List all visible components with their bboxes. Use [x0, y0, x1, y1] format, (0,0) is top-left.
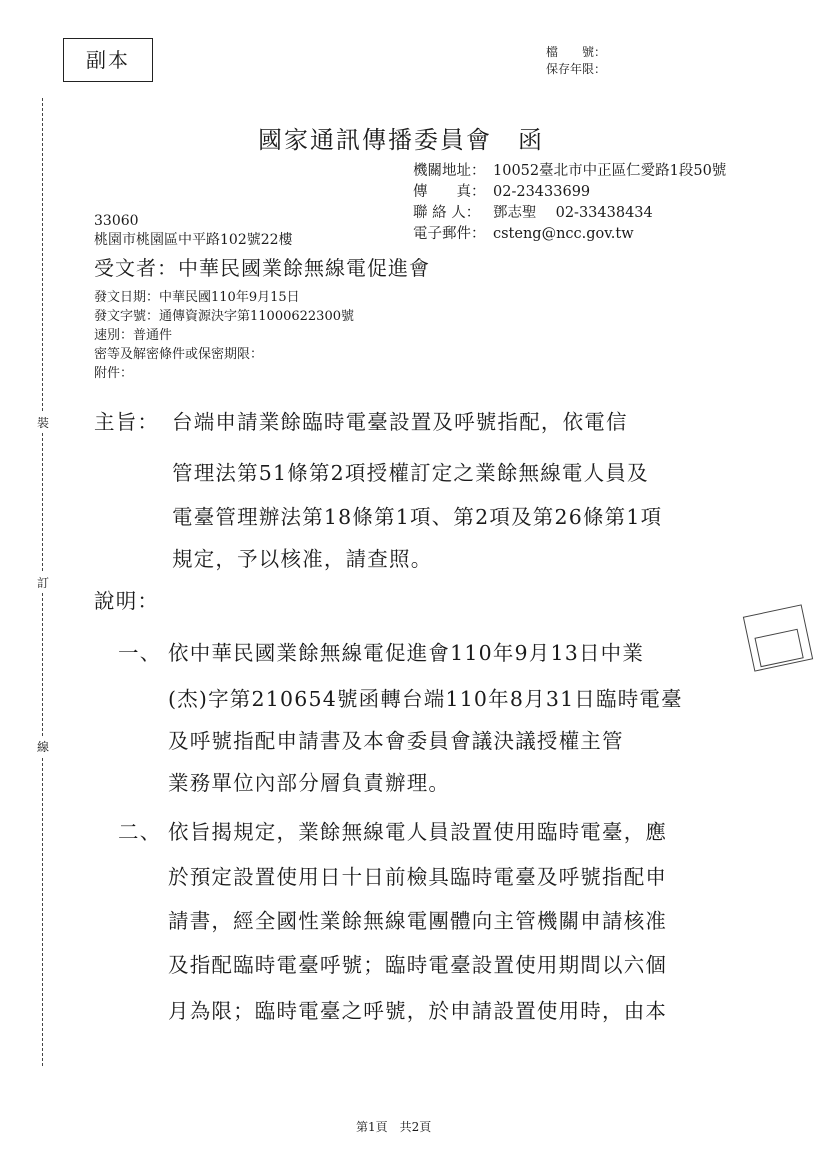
subject-line: 管理法第51條第2項授權訂定之業餘無線電人員及 — [172, 461, 649, 485]
item-line: 業務單位內部分層負責辦理。 — [168, 771, 451, 795]
explanation-label: 說明： — [94, 589, 160, 613]
binding-mark: 裝 — [36, 412, 50, 433]
org-email-label: 電子郵件： — [413, 226, 486, 242]
doc-speed: 速別：普通件 — [94, 328, 173, 343]
org-address-label: 機關地址： — [413, 163, 486, 179]
subject-line: 台端申請業餘臨時電臺設置及呼號指配，依電信 — [172, 410, 628, 434]
document-title: 國家通訊傳播委員會 函 — [258, 126, 544, 154]
item-marker: 一、 — [118, 641, 162, 665]
item-line: 依旨揭規定，業餘無線電人員設置使用臨時電臺，應 — [168, 820, 668, 844]
copy-stamp: 副本 — [63, 38, 153, 82]
binding-mark: 線 — [36, 736, 50, 757]
org-contact-label: 聯 絡 人： — [413, 205, 481, 221]
org-email-value: csteng@ncc.gov.tw — [493, 226, 634, 242]
doc-date: 發文日期：中華民國110年9月15日 — [94, 290, 300, 305]
item-line: 於預定設置使用日十日前檢具臨時電臺及呼號指配申 — [168, 865, 668, 889]
seal-inner-box — [754, 629, 803, 667]
org-contact-value: 鄧志聖 02-33438434 — [493, 205, 653, 221]
org-address-row — [413, 161, 726, 182]
org-address-value: 10052臺北市中正區仁愛路1段50號 — [493, 163, 727, 179]
org-fax-row — [413, 182, 726, 203]
doc-attachments: 附件： — [94, 366, 134, 381]
doc-meta — [94, 288, 354, 383]
org-fax-value: 02-23433699 — [493, 184, 591, 200]
page-footer: 第1頁 共2頁 — [356, 1120, 432, 1134]
org-contact-row — [413, 203, 726, 224]
subject-line: 規定，予以核准，請查照。 — [172, 547, 433, 571]
item-line: (杰)字第210654號函轉台端110年8月31日臨時電臺 — [168, 687, 683, 711]
item-line: 依中華民國業餘無線電促進會110年9月13日中業 — [168, 641, 645, 665]
item-line: 月為限；臨時電臺之呼號，於申請設置使用時，由本 — [168, 999, 668, 1023]
subject-line: 電臺管理辦法第18條第1項、第2項及第26條第1項 — [172, 505, 663, 529]
item-line: 請書，經全國性業餘無線電團體向主管機關申請核准 — [168, 909, 668, 933]
recipient-address: 桃園市桃園區中平路102號22樓 — [94, 232, 293, 248]
org-info — [413, 161, 726, 245]
binding-mark: 訂 — [36, 572, 50, 593]
org-fax-label: 傳 真： — [413, 184, 486, 200]
retention-label: 保存年限： — [546, 62, 607, 76]
recipient-postcode: 33060 — [94, 213, 139, 229]
item-marker: 二、 — [118, 820, 162, 844]
official-seal — [743, 604, 813, 671]
org-email-row — [413, 224, 726, 245]
subject-label: 主旨： — [94, 410, 160, 434]
recipient: 受文者：中華民國業餘無線電促進會 — [94, 256, 430, 280]
doc-number: 發文字號：通傳資源決字第11000622300號 — [94, 309, 354, 324]
item-line: 及呼號指配申請書及本會委員會議決議授權主管 — [168, 729, 624, 753]
file-number-label: 檔 號： — [546, 45, 607, 59]
doc-secrecy: 密等及解密條件或保密期限： — [94, 347, 264, 362]
item-line: 及指配臨時電臺呼號；臨時電臺設置使用期間以六個 — [168, 953, 668, 977]
